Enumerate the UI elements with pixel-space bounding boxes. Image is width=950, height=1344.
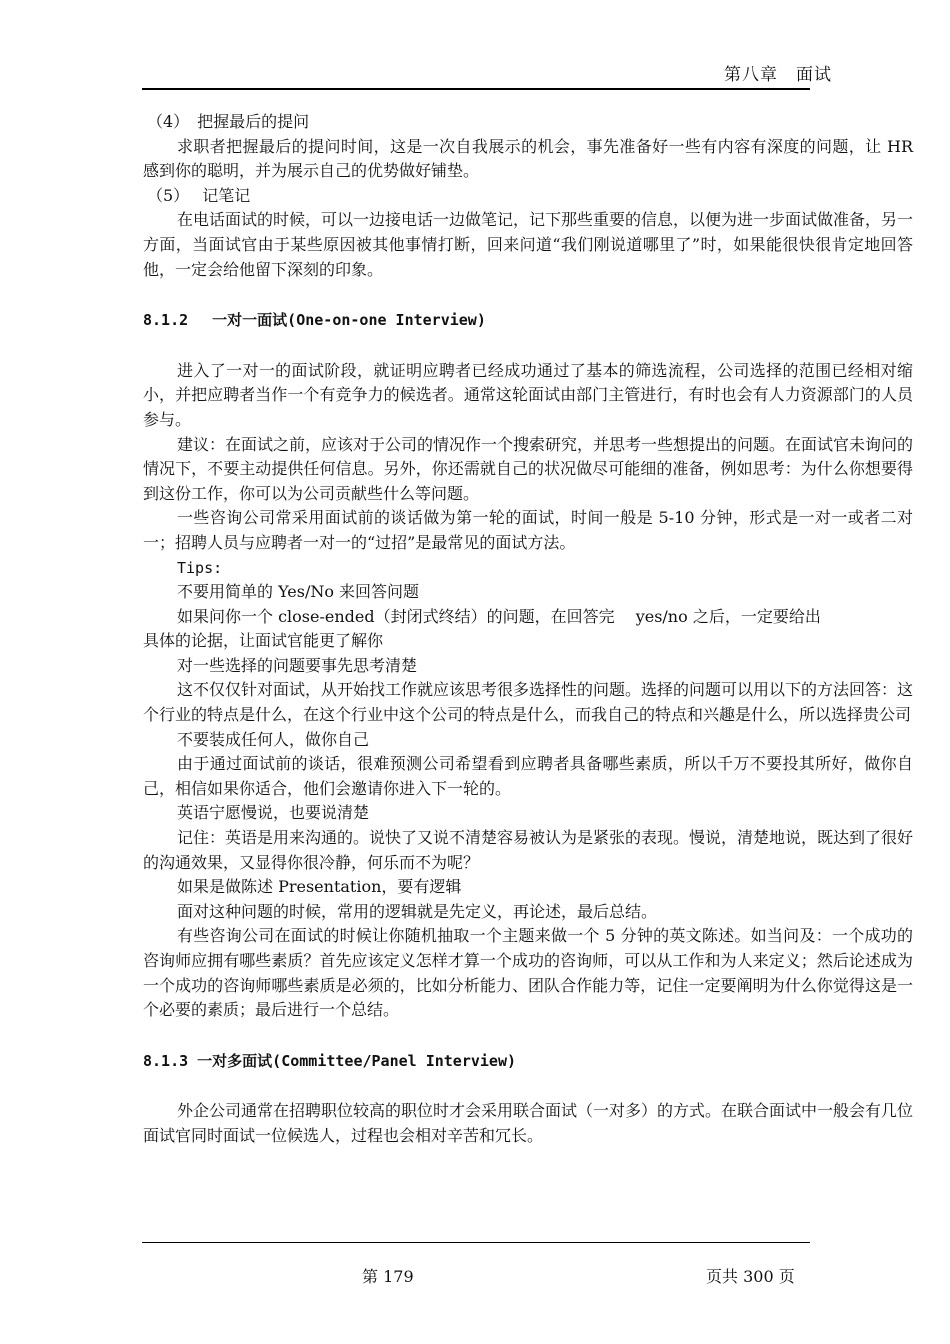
tip-2-body: 这不仅仅针对面试，从开始找工作就应该思考很多选择性的问题。选择的问题可以用以下的方法回答：这个行业的特点是什么，在这个行业中这个公司的特点是什么，而我自己的特点和兴趣是什么，所以选择贵公司 xyxy=(143,680,914,725)
tip-5-body: 面对这种问题的时候，常用的逻辑就是先定义，再论述，最后总结。 xyxy=(177,901,658,921)
section-8-1-3-para-1: 外企公司通常在招聘职位较高的职位时才会采用联合面试（一对多）的方式。在联合面试中一般会有几位面试官同时面试一位候选人，过程也会相对辛苦和冗长。 xyxy=(143,1101,914,1145)
item-4-body: 求职者把握最后的提问时间，这是一次自我展示的机会，事先准备好一些有内容有深度的问题，让 HR 感到你的聪明，并为展示自己的优势做好铺垫。 xyxy=(143,136,913,181)
tip-1-body-line-2: 具体的论据，让面试官能更了解你 xyxy=(143,631,384,651)
tips-label: Tips: xyxy=(177,558,223,577)
item-5-heading: （5） 记笔记 xyxy=(147,185,251,205)
header-divider xyxy=(142,88,810,90)
tip-1-title: 不要用简单的 Yes/No 来回答问题 xyxy=(177,582,420,602)
page-number: 第 179 xyxy=(362,1267,414,1286)
tip-5-example: 有些咨询公司在面试的时候让你随机抽取一个主题来做一个 5 分钟的英文陈述。如当问及：一个成功的咨询师应拥有哪些素质？首先应该定义怎样才算一个成功的咨询师，可以从工作和为人来定义；然后论述成为一个成功的咨询师哪些素质是必须的，比如分析能力、团队合作能力等，记住一定要阐明为什么你觉得这是一个必要的素质；最后进行一个总结。 xyxy=(143,926,913,1020)
tip-4-title: 英语宁愿慢说，也要说清楚 xyxy=(177,803,370,823)
chapter-title: 第八章 面试 xyxy=(724,65,832,85)
section-8-1-2-para-2: 建议：在面试之前，应该对于公司的情况作一个搜索研究，并思考一些想提出的问题。在面试官未询问的情况下，不要主动提供任何信息。另外，你还需就自己的状况做尽可能细的准备，例如思考：为什么你想要得到这份工作，你可以为公司贡献些什么等问题。 xyxy=(143,434,914,503)
section-8-1-2-para-1: 进入了一对一的面试阶段，就证明应聘者已经成功通过了基本的筛选流程，公司选择的范围已经相对缩小，并把应聘者当作一个有竞争力的候选者。通常这轮面试由部门主管进行，有时也会有人力资源部门的人员参与。 xyxy=(143,360,913,429)
tip-5-title: 如果是做陈述 Presentation，要有逻辑 xyxy=(177,877,462,897)
section-8-1-2-para-3: 一些咨询公司常采用面试前的谈话做为第一轮的面试，时间一般是 5-10 分钟，形式是一对一或者二对一；招聘人员与应聘者一对一的“过招”是最常见的面试方法。 xyxy=(143,508,913,552)
tip-3-title: 不要装成任何人，做你自己 xyxy=(177,729,370,749)
section-8-1-3-heading: 8.1.3 一对多面试(Committee/Panel Interview) xyxy=(143,1051,517,1070)
item-4-heading: （4） 把握最后的提问 xyxy=(147,112,310,131)
tip-1-body-line-1: 如果问你一个 close-ended（封闭式终结）的问题，在回答完 yes/no 之后，一定要给出 xyxy=(177,606,821,626)
section-8-1-2-heading: 8.1.2 一对一面试(One-on-one Interview) xyxy=(143,311,486,330)
page-body xyxy=(143,110,913,1149)
item-5-body: 在电话面试的时候，可以一边接电话一边做笔记，记下那些重要的信息，以便为进一步面试做准备，另一方面，当面试官由于某些原因被其他事情打断，回来问道“我们刚说道哪里了”时，如果能很快很肯定地回答他，一定会给他留下深刻的印象。 xyxy=(143,210,914,279)
tip-4-body: 记住：英语是用来沟通的。说快了又说不清楚容易被认为是紧张的表现。慢说，清楚地说，既达到了很好的沟通效果，又显得你很冷静，何乐而不为呢？ xyxy=(143,828,914,872)
tip-3-body: 由于通过面试前的谈话，很难预测公司希望看到应聘者具备哪些素质，所以千万不要投其所好，做你自己，相信如果你适合，他们会邀请你进入下一轮的。 xyxy=(143,754,913,798)
total-pages: 页共 300 页 xyxy=(706,1267,795,1286)
tip-2-title: 对一些选择的问题要事先思考清楚 xyxy=(177,655,418,675)
footer-divider xyxy=(142,1242,810,1243)
